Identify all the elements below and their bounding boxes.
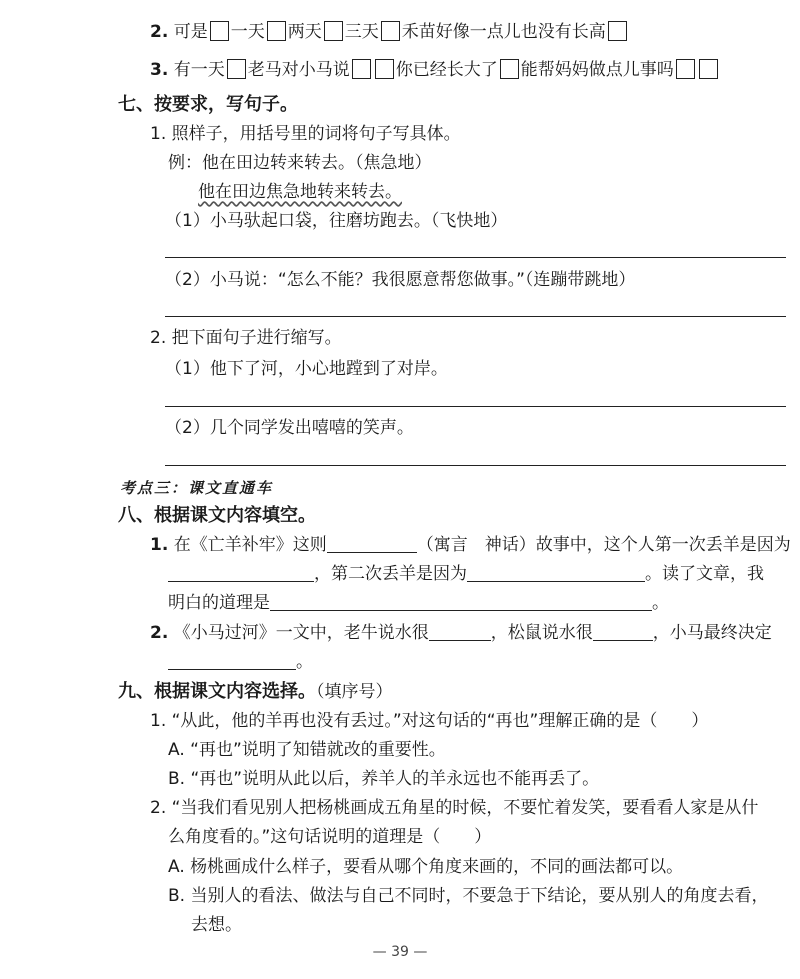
text-segment: 禾苗好像一点儿也没有长高	[401, 22, 606, 42]
section-7-q1-item-2: （2）小马说：“怎么不能？我很愿意帮您做事。”（连蹦带跳地）	[165, 270, 636, 290]
section-9-note: （填序号）	[316, 682, 393, 702]
question-number: 3.	[150, 60, 169, 80]
question-number: 2.	[150, 22, 169, 42]
option-a: A. “再也”说明了知错就改的重要性。	[168, 740, 446, 760]
section-7-q2-item-2: （2）几个同学发出嘻嘻的笑声。	[165, 418, 414, 438]
fill-blank[interactable]	[270, 592, 652, 611]
answer-box[interactable]	[324, 21, 343, 41]
text-segment: 两天	[287, 22, 322, 42]
answer-line[interactable]	[165, 465, 786, 466]
text-segment: 老马对小马说	[247, 60, 350, 80]
text-segment: 在《亡羊补牢》这则	[173, 535, 327, 555]
fill-box-question-3	[150, 58, 720, 82]
text-segment: 你已经长大了	[395, 60, 498, 80]
question-number: 2.	[150, 623, 169, 643]
section-9-header	[118, 680, 393, 704]
section-7-q1-prompt: 1. 照样子，用括号里的词将句子写具体。	[150, 124, 461, 144]
section-8-q1-line1	[150, 533, 791, 557]
text-segment: 。读了文章，我	[645, 564, 764, 584]
example-line	[168, 151, 432, 175]
answer-box[interactable]	[375, 59, 394, 79]
answer-line[interactable]	[165, 406, 786, 407]
answer-box[interactable]	[227, 59, 246, 79]
fill-blank[interactable]	[429, 622, 491, 641]
example-answer	[198, 180, 402, 204]
answer-box[interactable]	[381, 21, 400, 41]
example-sentence: 他在田边转来转去。（焦急地）	[202, 153, 432, 173]
option-b-continued: 去想。	[191, 915, 242, 935]
page-number: — 39 —	[372, 944, 428, 960]
section-8-q2-line2	[168, 650, 313, 674]
section-9-q2-stem-line1: 2. “当我们看见别人把杨桃画成五角星的时候，不要忙着发笑，要看看人家是从什	[150, 798, 759, 818]
fill-blank[interactable]	[593, 622, 653, 641]
answer-box[interactable]	[267, 21, 286, 41]
text-segment: ，松鼠说水很	[490, 623, 593, 643]
fill-box-question-2	[150, 20, 629, 44]
fill-blank[interactable]	[467, 563, 645, 582]
text-segment: 明白的道理是	[168, 593, 270, 613]
text-segment: ，第二次丢羊是因为	[314, 564, 467, 584]
section-7-title: 七、按要求，写句子。	[118, 94, 298, 115]
section-7-q2-item-1: （1）他下了河，小心地蹚到了对岸。	[165, 359, 448, 379]
text-segment: 一天	[230, 22, 265, 42]
answer-box[interactable]	[500, 59, 519, 79]
text-segment: 。	[296, 652, 313, 672]
section-7-q1-item-1: （1）小马驮起口袋，往磨坊跑去。（飞快地）	[165, 211, 508, 231]
fill-blank[interactable]	[327, 534, 417, 553]
option-a: A. 杨桃画成什么样子，要看从哪个角度来画的，不同的画法都可以。	[168, 857, 684, 877]
answer-box[interactable]	[676, 59, 695, 79]
section-8-q2-line1	[150, 621, 772, 645]
kaodian-title: 考点三：课文直通车	[120, 479, 274, 497]
option-b: B. 当别人的看法、做法与自己不同时，不要急于下结论，要从别人的角度去看，	[168, 886, 769, 906]
answer-line[interactable]	[165, 316, 786, 317]
text-segment: ，小马最终决定	[652, 623, 772, 643]
text-segment: 可是	[173, 22, 208, 42]
fill-blank[interactable]	[168, 651, 296, 670]
question-number: 1.	[150, 535, 169, 555]
answer-box[interactable]	[352, 59, 371, 79]
section-7-q2-prompt: 2. 把下面句子进行缩写。	[150, 328, 342, 348]
answer-box[interactable]	[210, 21, 229, 41]
text-segment: （寓言 神话）故事中，这个人第一次丢羊是因为	[416, 535, 791, 555]
answer-box[interactable]	[699, 59, 718, 79]
section-8-q1-line2	[168, 562, 764, 586]
text-segment: 三天	[344, 22, 379, 42]
section-8-q1-line3	[168, 591, 669, 615]
section-9-title: 九、根据课文内容选择。	[118, 681, 316, 702]
example-answer-text: 他在田边焦急地转来转去。	[198, 182, 402, 202]
text-segment: 能帮妈妈做点儿事吗	[520, 60, 674, 80]
option-b: B. “再也”说明从此以后，养羊人的羊永远也不能再丢了。	[168, 769, 600, 789]
example-label: 例：	[168, 153, 202, 173]
fill-blank[interactable]	[168, 563, 314, 582]
section-8-title: 八、根据课文内容填空。	[118, 505, 316, 526]
answer-line[interactable]	[165, 257, 786, 258]
text-segment: 。	[652, 593, 669, 613]
section-9-q1-stem: 1. “从此，他的羊再也没有丢过。”对这句话的“再也”理解正确的是（ ）	[150, 711, 709, 731]
text-segment: 《小马过河》一文中，老牛说水很	[173, 623, 429, 643]
section-9-q2-stem-line2: 么角度看的。”这句话说明的道理是（ ）	[168, 827, 492, 847]
answer-box[interactable]	[608, 21, 627, 41]
text-segment: 有一天	[173, 60, 225, 80]
